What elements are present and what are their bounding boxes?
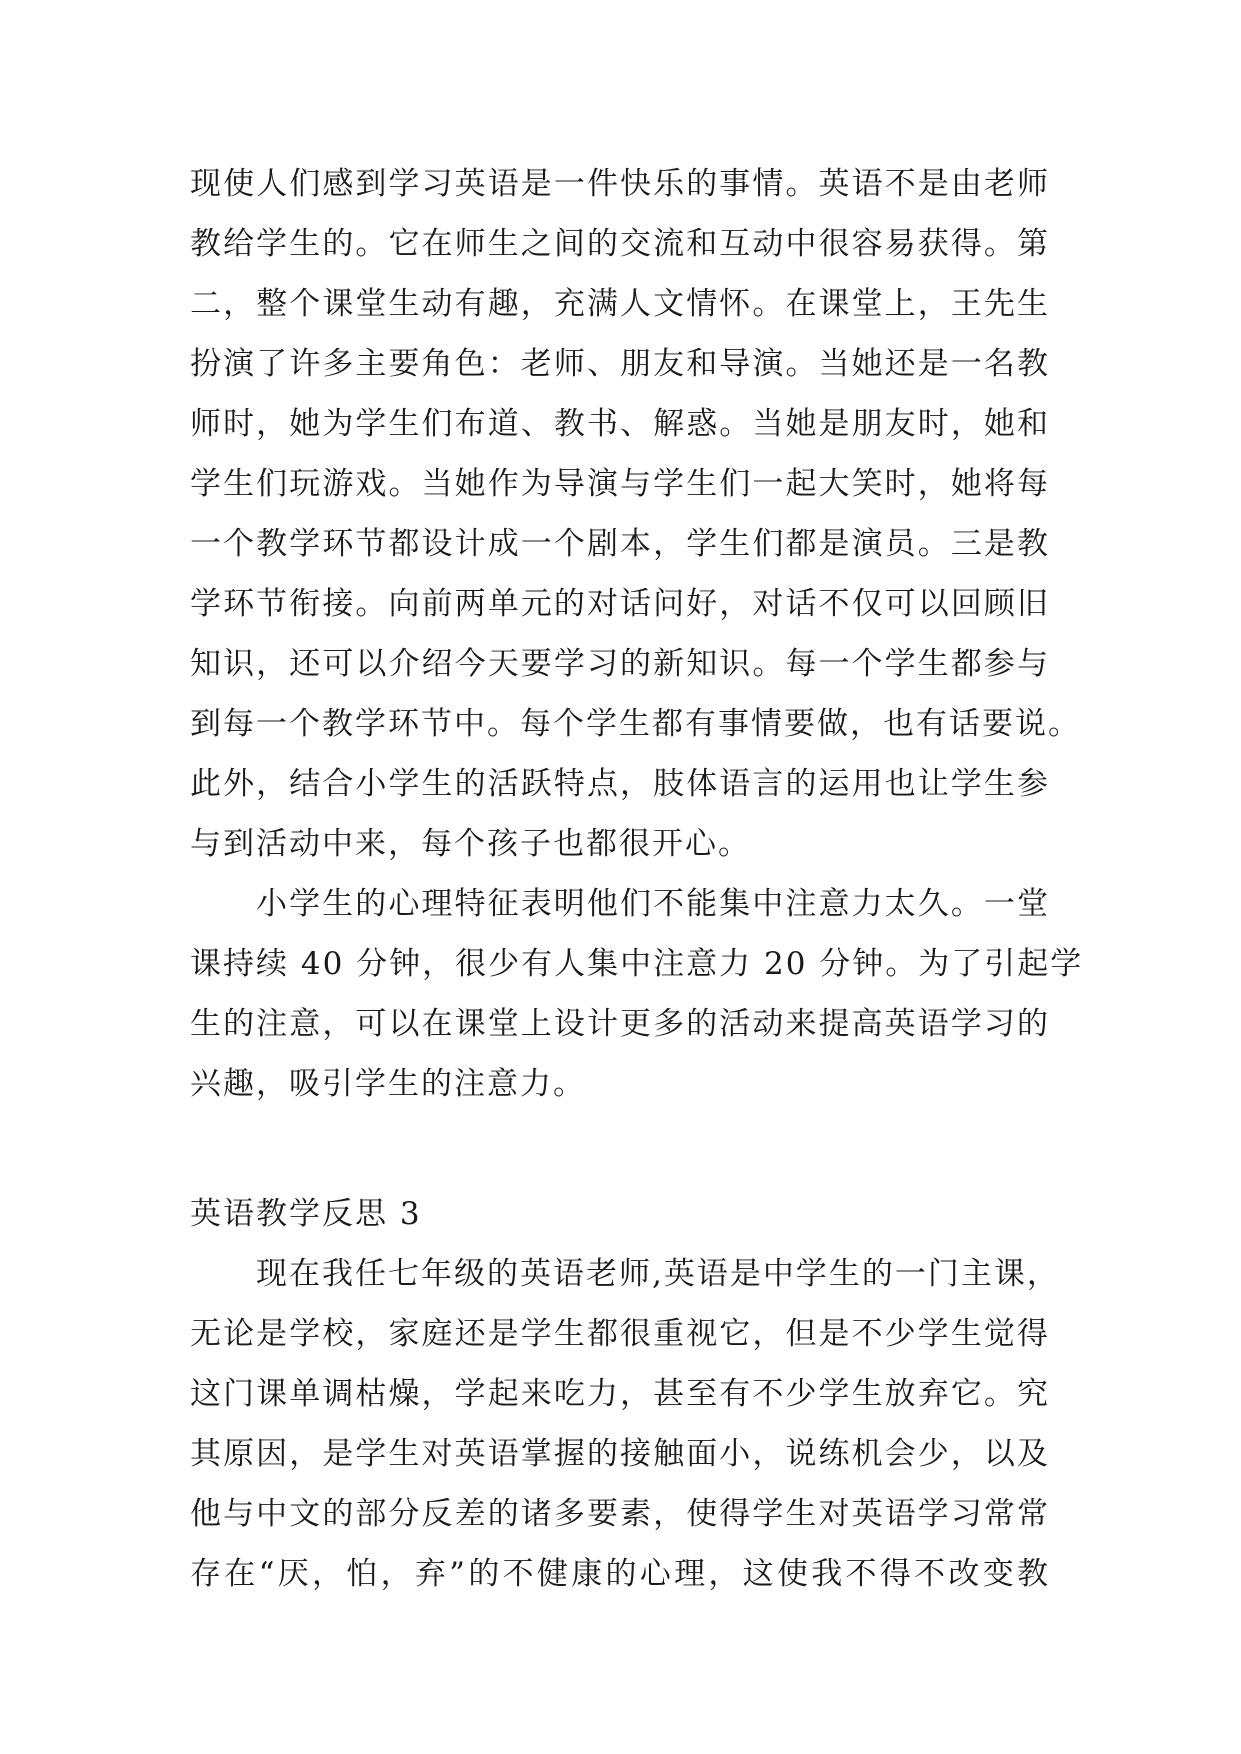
paragraph-line: 此外，结合小学生的活跃特点，肢体语言的运用也让学生参 xyxy=(190,766,1050,802)
paragraph-line: 他与中文的部分反差的诸多要素，使得学生对英语学习常常 xyxy=(190,1496,1050,1532)
paragraph-line: 教给学生的。它在师生之间的交流和互动中很容易获得。第 xyxy=(190,226,1050,262)
paragraph-line: 生的注意，可以在课堂上设计更多的活动来提高英语学习的 xyxy=(190,1006,1050,1042)
paragraph-line: 扮演了许多主要角色：老师、朋友和导演。当她还是一名教 xyxy=(190,346,1050,382)
paragraph-line: 课持续 40 分钟，很少有人集中注意力 20 分钟。为了引起学 xyxy=(190,946,1084,982)
paragraph-line: 小学生的心理特征表明他们不能集中注意力太久。一堂 xyxy=(256,886,1050,922)
paragraph-line: 一个教学环节都设计成一个剧本，学生们都是演员。三是教 xyxy=(190,526,1050,562)
paragraph-line: 这门课单调枯燥，学起来吃力，甚至有不少学生放弃它。究 xyxy=(190,1376,1050,1412)
section-heading: 英语教学反思 3 xyxy=(190,1196,422,1232)
paragraph-line: 存在“厌，怕，弃”的不健康的心理，这使我不得不改变教 xyxy=(190,1556,1050,1592)
paragraph-line: 其原因，是学生对英语掌握的接触面小，说练机会少，以及 xyxy=(190,1436,1050,1472)
paragraph-line: 兴趣，吸引学生的注意力。 xyxy=(190,1066,586,1102)
paragraph-line: 现在我任七年级的英语老师,英语是中学生的一门主课， xyxy=(256,1256,1060,1292)
paragraph-line: 到每一个教学环节中。每个学生都有事情要做，也有话要说。 xyxy=(190,706,1081,742)
paragraph-line: 二，整个课堂生动有趣，充满人文情怀。在课堂上，王先生 xyxy=(190,286,1050,322)
paragraph-line: 师时，她为学生们布道、教书、解惑。当她是朋友时，她和 xyxy=(190,406,1050,442)
paragraph-line: 无论是学校，家庭还是学生都很重视它，但是不少学生觉得 xyxy=(190,1316,1050,1352)
paragraph-line: 与到活动中来，每个孩子也都很开心。 xyxy=(190,826,751,862)
paragraph-line: 学生们玩游戏。当她作为导演与学生们一起大笑时，她将每 xyxy=(190,466,1050,502)
paragraph-line: 现使人们感到学习英语是一件快乐的事情。英语不是由老师 xyxy=(190,166,1050,202)
paragraph-line: 学环节衔接。向前两单元的对话问好，对话不仅可以回顾旧 xyxy=(190,586,1050,622)
paragraph-line: 知识，还可以介绍今天要学习的新知识。每一个学生都参与 xyxy=(190,646,1050,682)
